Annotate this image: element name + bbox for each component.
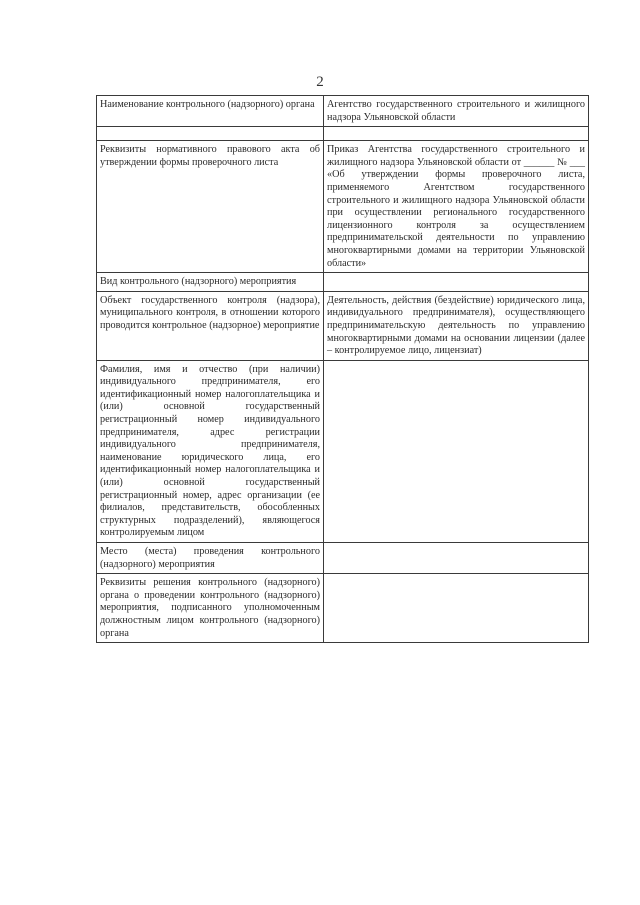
row-label-control-object: Объект государственного контроля (надзора), муниципального контроля, в отношении которого проводится контрольное (надзорное) мероприятие xyxy=(97,291,324,360)
table-row xyxy=(97,360,589,542)
row-label-normative-act: Реквизиты нормативного правового акта об утверждении формы проверочного листа xyxy=(97,141,324,273)
row-label-decision-details: Реквизиты решения контрольного (надзорного) органа о проведении контрольного (надзорного) мероприятия, подписанного уполномоченным должностным лицом контрольного (надзорного) органа xyxy=(97,574,324,643)
row-value-event-type xyxy=(324,273,589,292)
table-row xyxy=(97,96,589,127)
checklist-header-table xyxy=(96,95,589,643)
table-row xyxy=(97,273,589,292)
row-value-authority-name: Агентство государственного строительного и жилищного надзора Ульяновской области xyxy=(324,96,589,127)
row-value-decision-details xyxy=(324,574,589,643)
row-value-controlled-person xyxy=(324,360,589,542)
row-label-controlled-person: Фамилия, имя и отчество (при наличии) индивидуального предпринимателя, его идентификационный номер налогоплательщика и (или) основной государственный регистрационный номер индивидуального предпринимателя, адрес регистрации индивидуального предпринимателя, наименование юридического лица, его идентификационный номер налогоплательщика и (или) основной государственный регистрационный номер, адрес организации (ее филиалов, представительств, обособленных структурных подразделений), являющегося контролируемым лицом xyxy=(97,360,324,542)
row-label-event-type: Вид контрольного (надзорного) мероприятия xyxy=(97,273,324,292)
table-row xyxy=(97,141,589,273)
table-row xyxy=(97,543,589,574)
table-row xyxy=(97,574,589,643)
row-value-normative-act: Приказ Агентства государственного строительного и жилищного надзора Ульяновской области от ______ № ___ «Об утверждении формы проверочного листа, применяемого Агентством государственного строительного и жилищного надзора Ульяновской области при осуществлении регионального государственного лицензионного контроля за осуществлением предпринимательской деятельности по управлению многоквартирными домами на территории Ульяновской области» xyxy=(324,141,589,273)
row-value-control-object: Деятельность, действия (бездействие) юридического лица, индивидуального предпринимателя), осуществляющего предпринимательскую деятельность по управлению многоквартирными домами на основании лицензии (далее – контролируемое лицо, лицензиат) xyxy=(324,291,589,360)
row-value-event-place xyxy=(324,543,589,574)
table-spacer-row xyxy=(97,127,589,141)
page-number: 2 xyxy=(316,74,324,90)
row-label-event-place: Место (места) проведения контрольного (надзорного) мероприятия xyxy=(97,543,324,574)
table-row xyxy=(97,291,589,360)
row-label-authority-name: Наименование контрольного (надзорного) органа xyxy=(97,96,324,127)
